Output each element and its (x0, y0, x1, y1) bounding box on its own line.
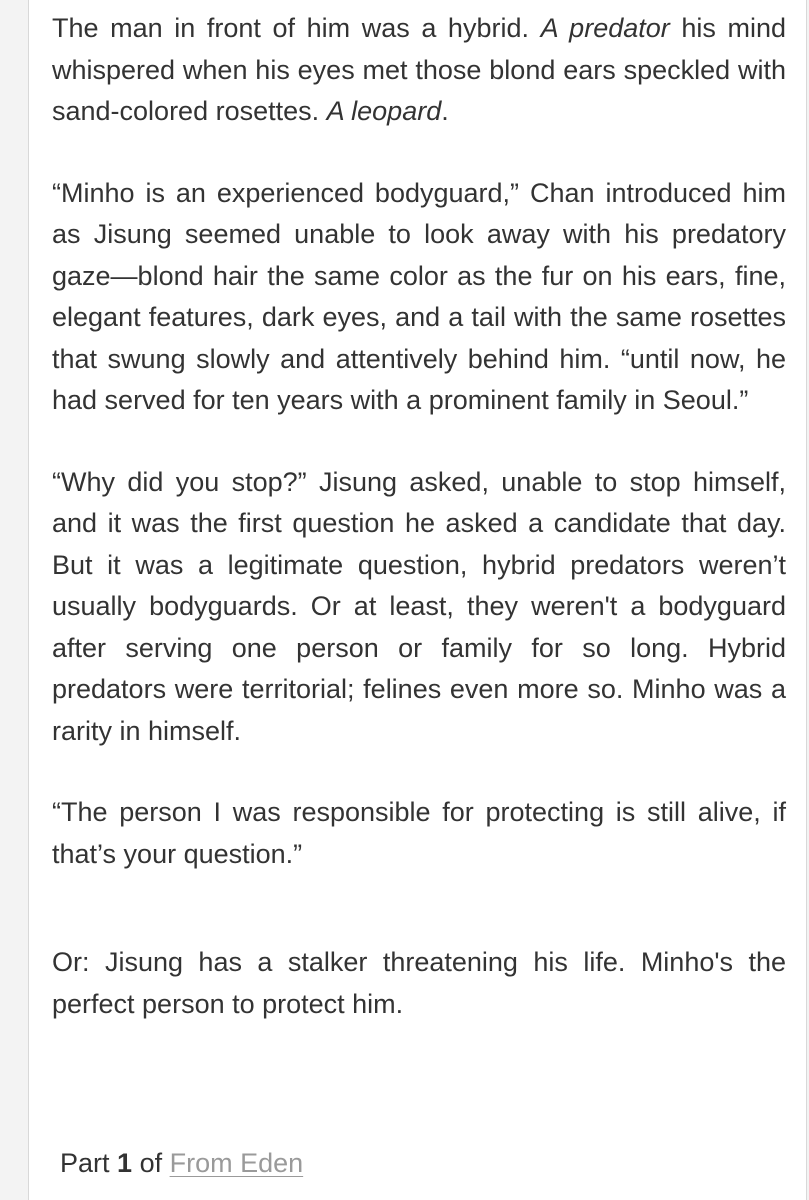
paragraph-1-emphasis-predator: A predator (540, 13, 670, 43)
series-info (60, 1143, 303, 1184)
paragraph-3: “Why did you stop?” Jisung asked, unable to stop himself, and it was the first question he asked a candidate that day. But it was a legitimate question, hybrid predators weren’t usually bodyguards. Or at least, they weren't a bodyguard after serving one person or family for so long. Hybrid predators were territorial; felines even more so. Minho was a rarity in himself. (52, 466, 786, 746)
paragraph-2: “Minho is an experienced bodyguard,” Chan introduced him as Jisung seemed unable to look away with his predatory gaze—blond hair the same color as the fur on his ears, fine, elegant features, dark eyes, and a tail with the same rosettes that swung slowly and attentively behind him. “until now, he had served for ten years with a prominent family in Seoul.” (52, 177, 786, 415)
summary: Or: Jisung has a stalker threatening his life. Minho's the perfect person to protect him. (52, 947, 786, 1019)
paragraph-1-text-b: his mind whispered when his eyes met those blond ears speckled with sand-colored rosettes. (52, 13, 786, 126)
series-of-label: of (132, 1148, 170, 1178)
story-text (52, 8, 786, 1025)
paragraph-1 (52, 8, 786, 133)
work-page (28, 0, 807, 1200)
paragraph-1-emphasis-leopard: A leopard (326, 96, 442, 126)
paragraph-1-text-c: . (441, 96, 449, 126)
series-part-number: 1 (117, 1148, 133, 1178)
paragraph-1-text-a: The man in front of him was a hybrid. (52, 13, 541, 43)
series-part-label: Part (60, 1148, 118, 1178)
section-gap (52, 875, 786, 942)
series-title-link[interactable]: From Eden (169, 1148, 304, 1178)
paragraph-4: “The person I was responsible for protecting is still alive, if that’s your question.” (52, 797, 786, 869)
